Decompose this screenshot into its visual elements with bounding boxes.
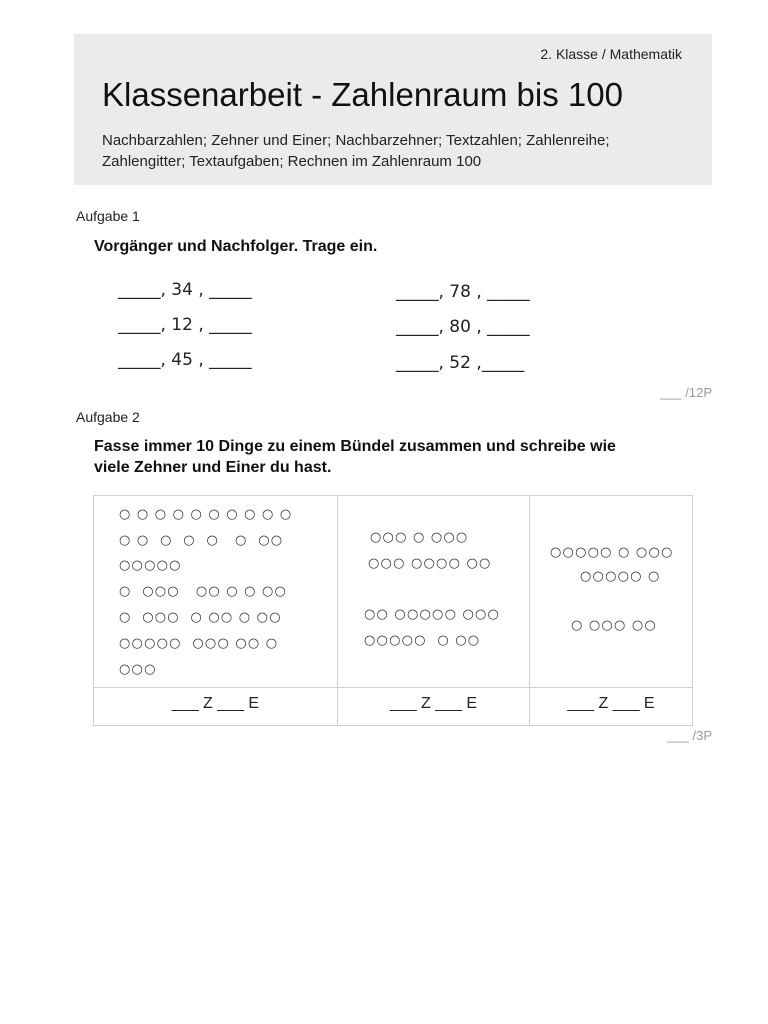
dot-row: ○○○ [119,662,157,677]
row-divider [94,687,692,688]
dot-row: ○○○ ○ ○○○ [370,530,469,545]
task2-instruction-line: viele Zehner und Einer du hast. [94,459,332,476]
column-divider [529,496,530,725]
dot-row: ○○○○○ ○ ○○ [364,633,481,648]
neighbor-row-right-1[interactable]: _____, 78 , _____ [396,282,530,302]
dot-row: ○ ○ ○ ○ ○ ○ ○○ [119,533,284,548]
bundle-table [93,495,693,726]
dot-row: ○○ ○○○○○ ○○○ [364,607,501,622]
dot-row: ○ ○ ○ ○ ○ ○ ○ ○ ○ ○ [119,507,293,522]
topics-line: Nachbarzahlen; Zehner und Einer; Nachbarzehner; Textzahlen; Zahlenreihe; [102,132,610,149]
topics-list [102,130,692,172]
answer-cell-3[interactable]: ___ Z ___ E [567,695,655,712]
grade-label: 2. Klasse / Mathematik [540,46,682,62]
neighbor-row-right-2[interactable]: _____, 80 , _____ [396,317,530,337]
page-title: Klassenarbeit - Zahlenraum bis 100 [102,76,623,113]
dot-row: ○ ○○○ ○○ [571,618,657,633]
task2-instruction-line: Fasse immer 10 Dinge zu einem Bündel zusammen und schreibe wie [94,438,616,455]
task1-instruction: Vorgänger und Nachfolger. Trage ein. [94,238,378,255]
dot-row: ○○○○○ ○ [580,569,661,584]
answer-cell-2[interactable]: ___ Z ___ E [389,695,478,712]
task2-label: Aufgabe 2 [76,409,140,425]
neighbor-row-left-2[interactable]: _____, 12 , _____ [118,315,252,335]
dot-row: ○○○ ○○○○ ○○ [368,556,492,571]
dot-row: ○○○○○ ○ ○○○ [550,545,674,560]
neighbor-row-right-3[interactable]: _____, 52 ,_____ [396,353,525,373]
dot-row: ○ ○○○ ○○ ○ ○ ○○ [119,584,288,599]
neighbor-row-left-3[interactable]: _____, 45 , _____ [118,350,252,370]
column-divider [337,496,338,725]
dot-row: ○○○○○ [119,558,182,573]
task2-points[interactable]: ___ /3P [667,728,712,743]
dot-row: ○ ○○○ ○ ○○ ○ ○○ [119,610,282,625]
task1-label: Aufgabe 1 [76,208,140,224]
header-box [74,34,712,185]
answer-cell-1[interactable]: ___ Z ___ E [171,695,260,712]
dot-row: ○○○○○ ○○○ ○○ ○ [119,636,279,651]
topics-line: Zahlengitter; Textaufgaben; Rechnen im Zahlenraum 100 [102,153,482,170]
task1-points[interactable]: ___ /12P [659,385,712,400]
task2-instruction [94,436,684,478]
neighbor-row-left-1[interactable]: _____, 34 , _____ [118,280,252,300]
